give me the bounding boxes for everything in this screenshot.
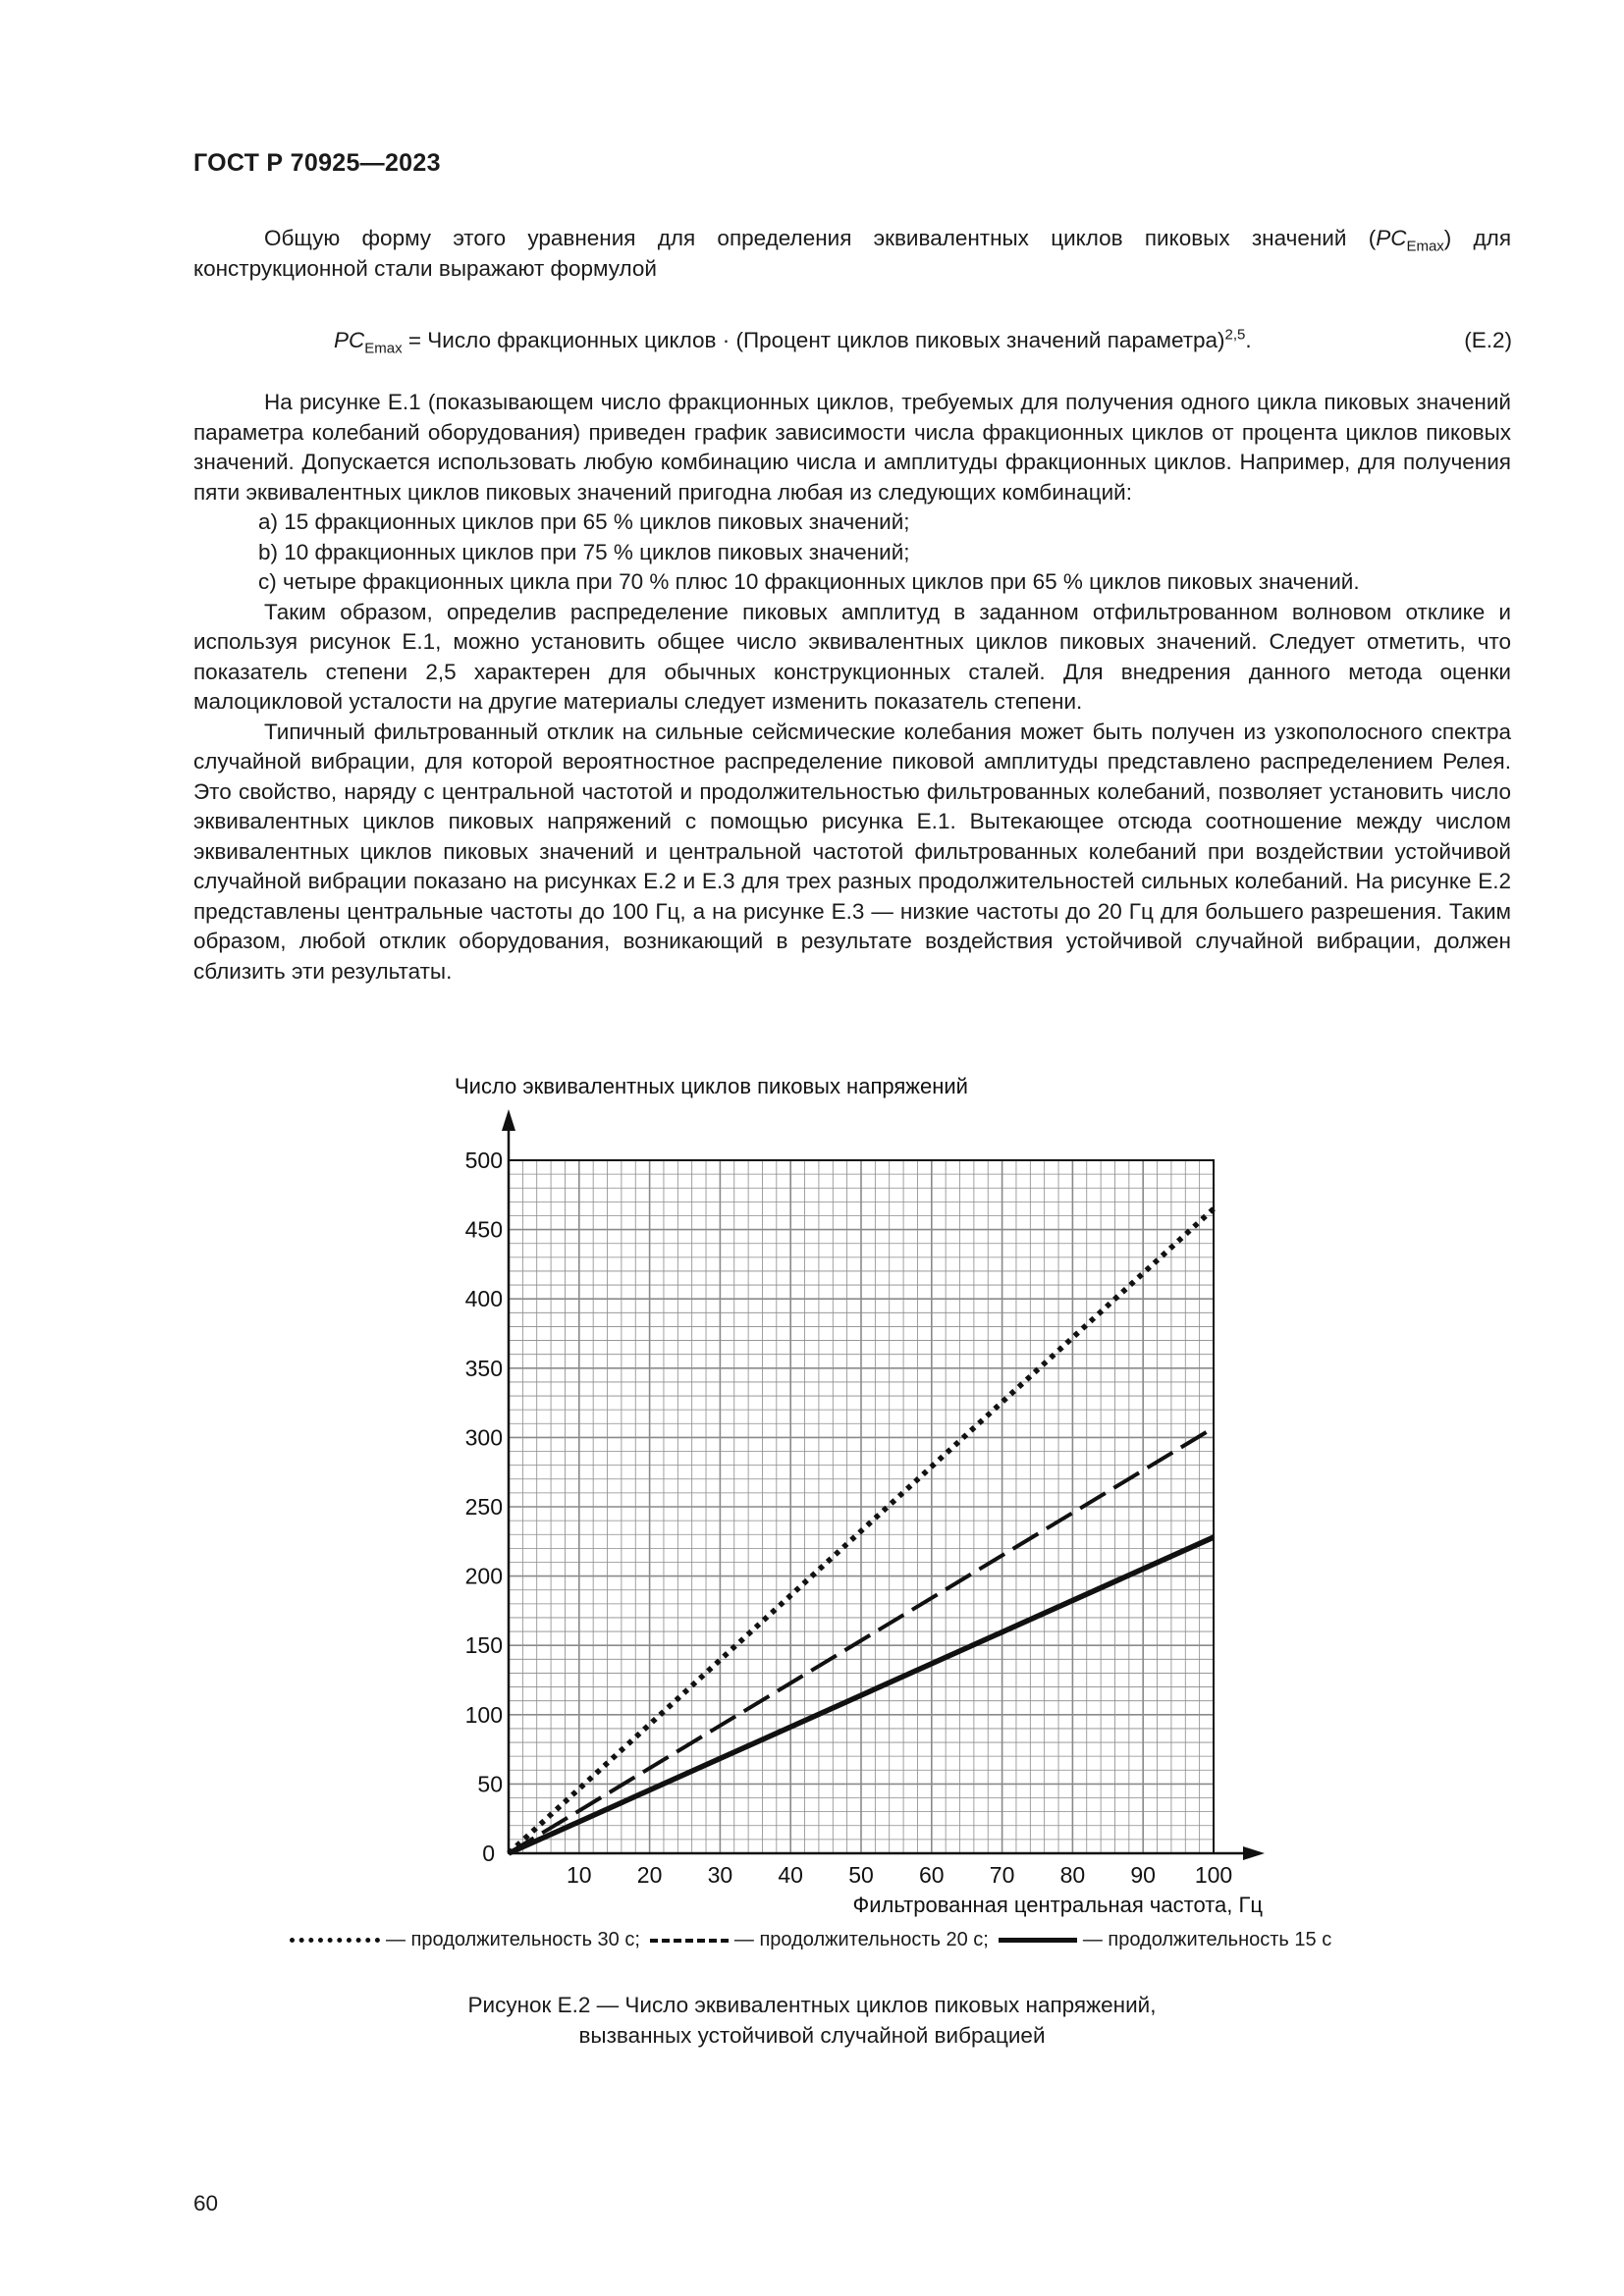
legend-label-20s: — продолжительность 20 с; (733, 1929, 989, 1950)
intro-sub: Emax (1406, 238, 1444, 255)
formula-body: = Число фракционных циклов · (Процент циклов пиковых значений параметра) (402, 328, 1225, 352)
formula-sup: 2,5 (1224, 326, 1246, 344)
x-axis-label: Фильтрованная центральная частота, Гц (852, 1893, 1263, 1917)
equation-number: (Е.2) (1464, 328, 1512, 352)
figure-caption (0, 1990, 1624, 2051)
y-tick-label: 150 (464, 1632, 503, 1659)
y-tick-label: 250 (464, 1494, 503, 1520)
x-tick-label: 90 (1130, 1862, 1156, 1888)
y-tick-label: 200 (464, 1563, 503, 1589)
y-tick-label: 450 (464, 1216, 503, 1243)
legend-label-30s: — продолжительность 30 с; (386, 1929, 640, 1950)
formula-sub: Emax (364, 340, 403, 357)
x-tick-label: 20 (636, 1862, 663, 1888)
caption-line-1: Рисунок Е.2 — Число эквивалентных циклов пиковых напряжений, (467, 1993, 1157, 2017)
y-tick-label: 500 (464, 1148, 503, 1173)
x-axis-arrow (1243, 1846, 1265, 1860)
y-tick-label: 300 (464, 1424, 503, 1451)
legend-swatch-dashed (650, 1939, 729, 1943)
paragraph-1: На рисунке Е.1 (показывающем число фракционных циклов, требуемых для получения одного цикла пиковых значений параметра колебаний оборудования) приведен график зависимости числа фракционных циклов от процента циклов пиковых значений. Допускается использовать любую комбинацию числа и амплитуды фракционных циклов. Например, для получения пяти эквивалентных циклов пиковых значений пригодна любая из следующих комбинаций: (193, 390, 1511, 505)
formula-pc: PC (334, 328, 365, 352)
intro-pc: PC (1376, 226, 1407, 250)
page-header: ГОСТ Р 70925—2023 (193, 149, 441, 177)
paragraph-2: Таким образом, определив распределение пиковых амплитуд в заданном отфильтрованном волновом отклике и используя рисунок Е.1, можно установить общее число эквивалентных циклов пиковых значений. Следует отметить, что показатель степени 2,5 характерен для обычных конструкционных сталей. Для внедрения данного метода оценки малоцикловой усталости на другие материалы следует изменить показатель степени. (193, 599, 1511, 714)
y-tick-label: 50 (477, 1771, 503, 1797)
legend-swatch-dotted (290, 1938, 380, 1943)
intro-text-after: ) для конструкционной стали выражают формулой (193, 226, 1511, 281)
x-tick-label: 70 (989, 1862, 1015, 1888)
x-tick-label: 80 (1059, 1862, 1086, 1888)
list-item-a: а) 15 фракционных циклов при 65 % циклов пиковых значений; (258, 509, 910, 534)
formula-end: . (1245, 328, 1252, 352)
y-tick-label: 350 (464, 1355, 503, 1381)
legend-label-15s: — продолжительность 15 с (1082, 1929, 1332, 1950)
list-item-c: с) четыре фракционных цикла при 70 % плюс 10 фракционных циклов при 65 % циклов пиковых значений. (258, 569, 1360, 594)
x-tick-label: 100 (1194, 1862, 1233, 1888)
y-tick-label: 100 (464, 1701, 503, 1728)
list-item-b: b) 10 фракционных циклов при 75 % циклов пиковых значений; (258, 539, 910, 564)
x-tick-label: 10 (567, 1862, 592, 1888)
y-axis-arrow (502, 1109, 515, 1131)
caption-line-2: вызванных устойчивой случайной вибрацией (578, 2023, 1046, 2048)
y-axis-label: Число эквивалентных циклов пиковых напряжений (455, 1074, 968, 1098)
x-tick-label: 40 (778, 1862, 803, 1888)
x-tick-label: 60 (919, 1862, 945, 1888)
page-number: 60 (193, 2191, 219, 2216)
origin-label: 0 (482, 1841, 495, 1866)
intro-text: Общую форму этого уравнения для определения эквивалентных циклов пиковых значений ( (264, 226, 1377, 250)
y-tick-label: 400 (464, 1286, 503, 1312)
x-tick-label: 50 (848, 1862, 874, 1888)
x-tick-label: 30 (707, 1862, 733, 1888)
paragraph-3: Типичный фильтрованный отклик на сильные сейсмические колебания может быть получен из узкополосного спектра случайной вибрации, для которой вероятностное распределение пиковой амплитуды представлено распределением Релея. Это свойство, наряду с центральной частотой и продолжительностью фильтрованных колебаний, позволяет установить число эквивалентных циклов пиковых напряжений с помощью рисунка Е.1. Вытекающее отсюда соотношение между числом эквивалентных циклов пиковых значений и центральной частотой фильтрованных колебаний при воздействии устойчивой случайной вибрации показано на рисунках Е.2 и Е.3 для трех разных продолжительностей сильных колебаний. На рисунке Е.2 представлены центральные частоты до 100 Гц, а на рисунке Е.3 — низкие частоты до 20 Гц для большего разрешения. Таким образом, любой отклик оборудования, возникающий в результате воздействия устойчивой случайной вибрации, должен сблизить эти результаты. (193, 719, 1511, 984)
legend-swatch-solid (999, 1938, 1077, 1943)
chart-legend (290, 1929, 1341, 1951)
